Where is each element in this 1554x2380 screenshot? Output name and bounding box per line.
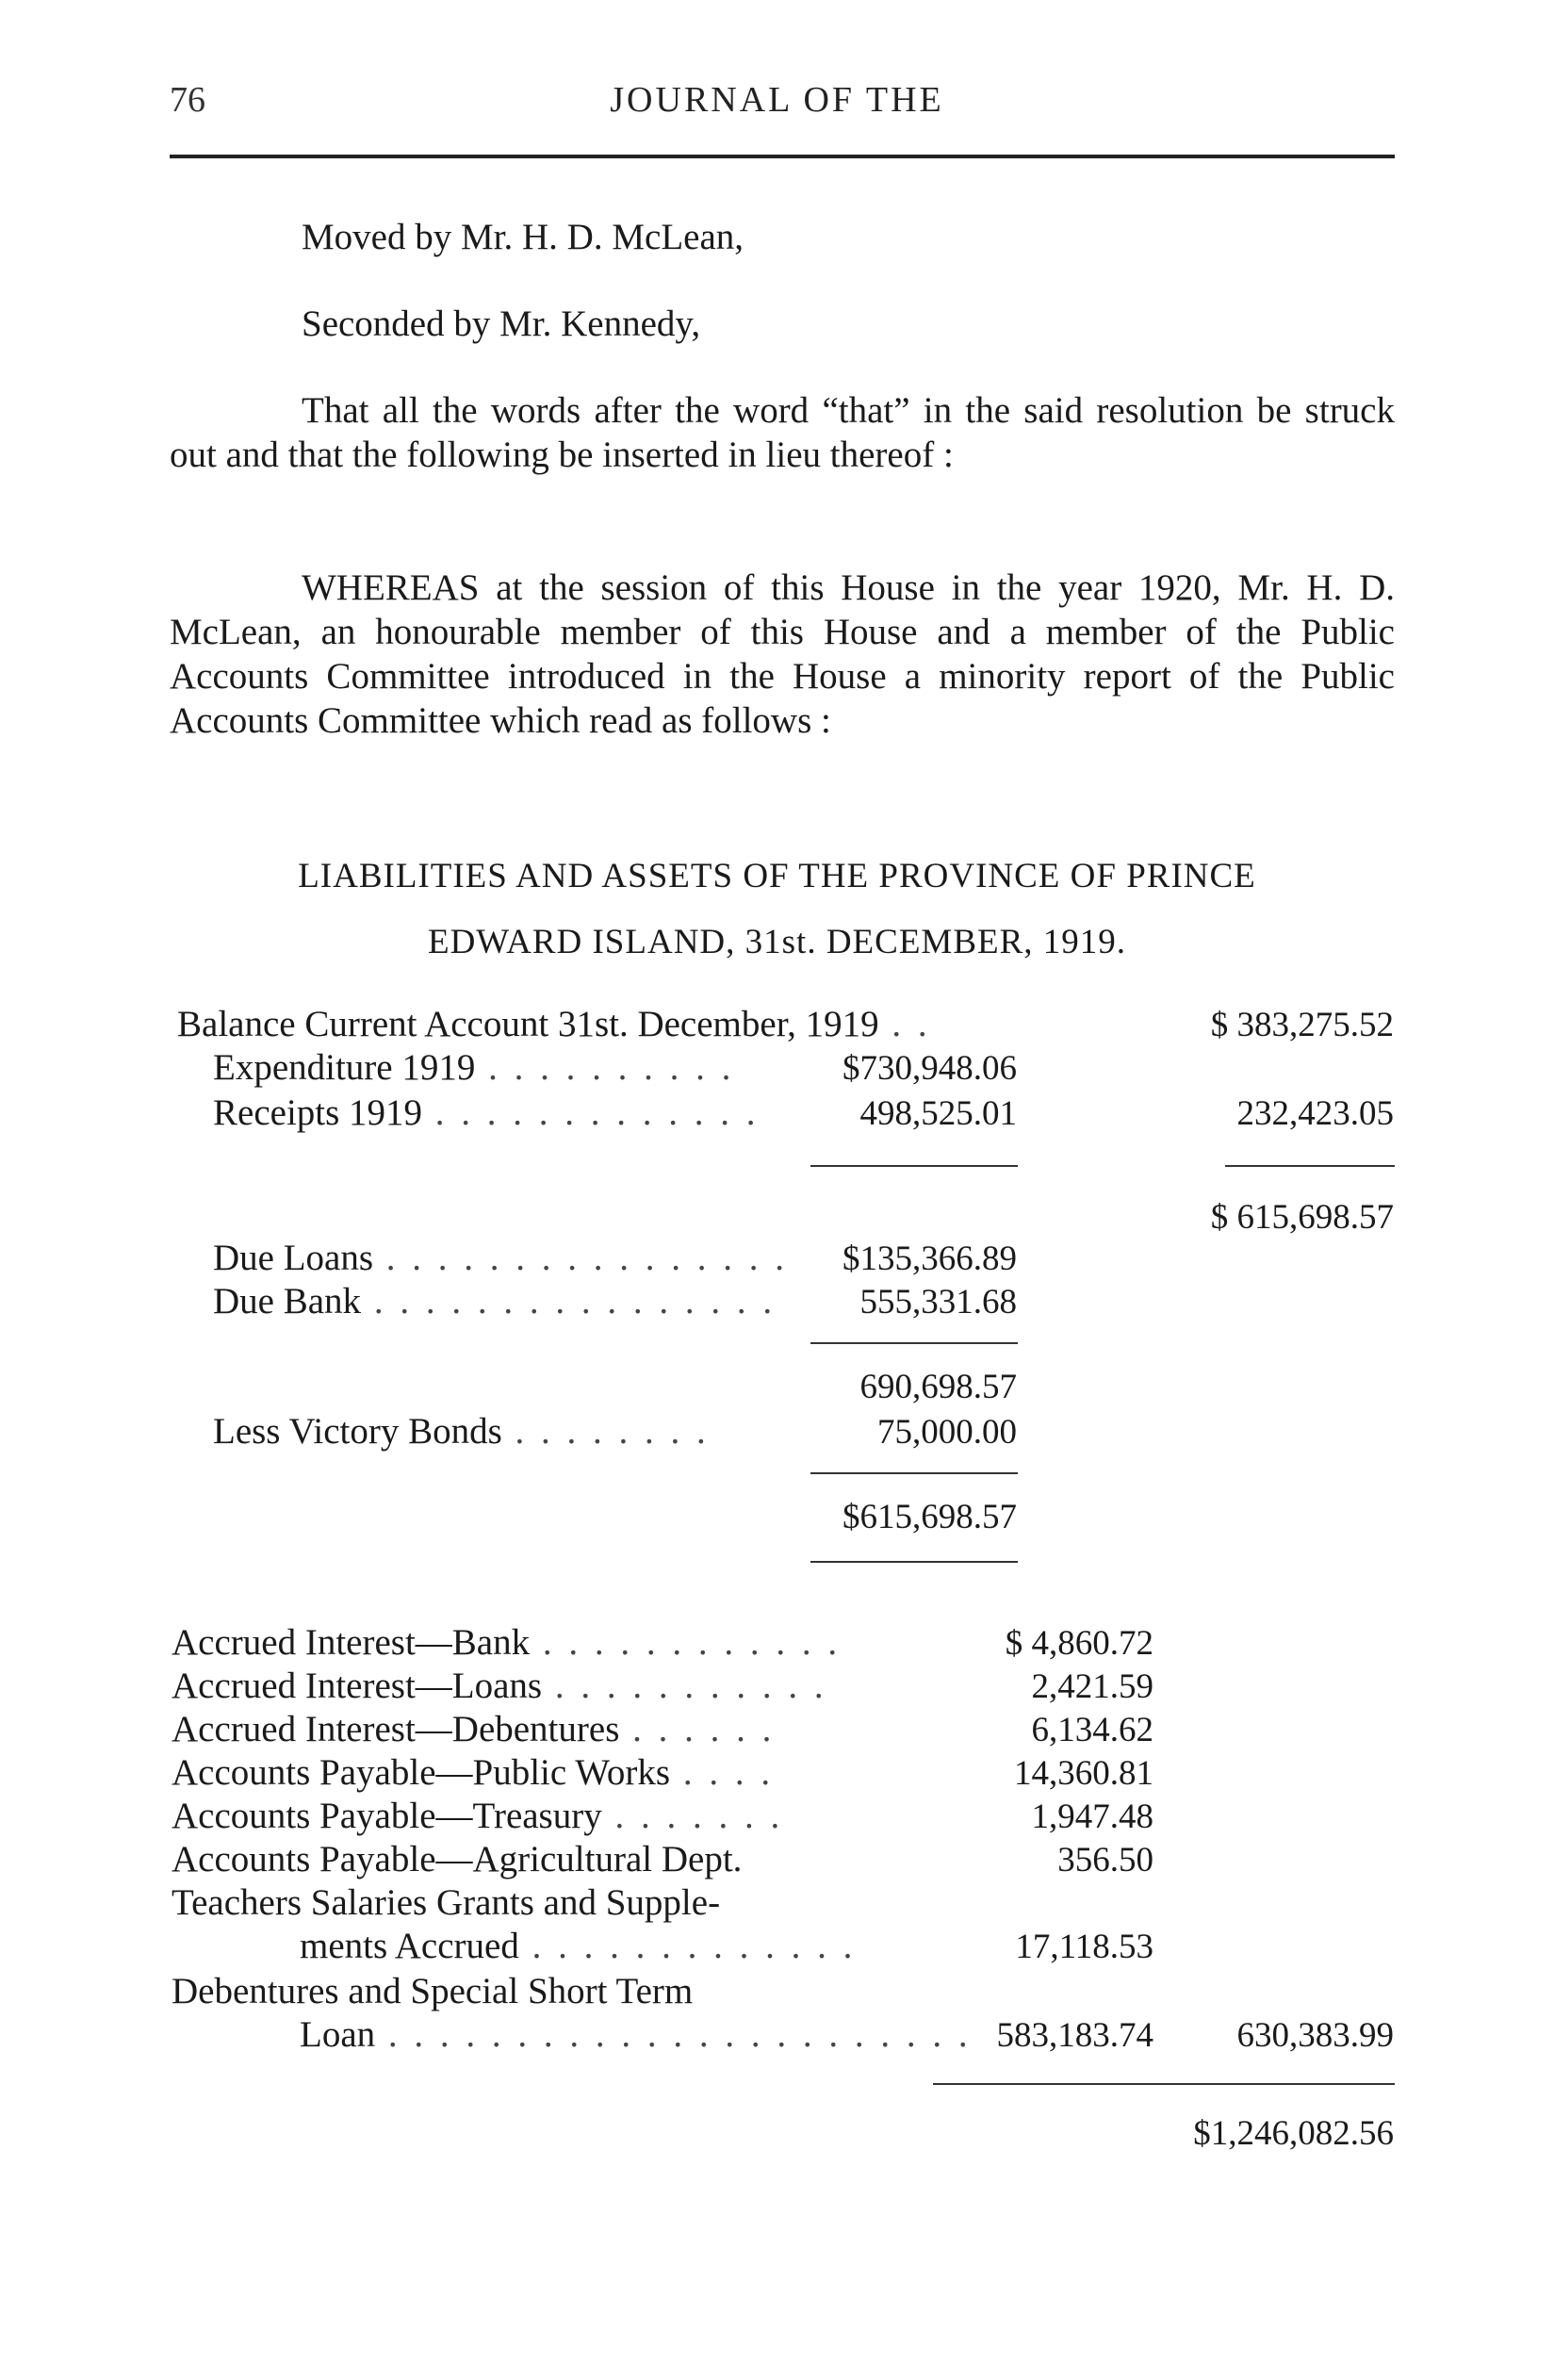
victory-bonds-amount: 75,000.00: [877, 1413, 1017, 1452]
balance-label-text: Balance Current Account 31st. December, 1919: [177, 1004, 879, 1044]
victory-bonds-leader: . . . . . . . .: [501, 1411, 710, 1452]
liability-amount: 6,134.62: [1031, 1711, 1153, 1749]
due-bank-leader: . . . . . . . . . . . . . . . .: [361, 1281, 777, 1321]
running-head: JOURNAL OF THE: [610, 80, 944, 120]
teachers-leader: . . . . . . . . . . . . .: [518, 1926, 857, 1966]
liability-label: Accrued Interest—Bank: [172, 1622, 531, 1663]
liability-row: [172, 1621, 841, 1664]
whereas-paragraph: WHEREAS at the session of this House in the year 1920, Mr. H. D. McLean, an honourable member of this House and a member of the Public Accounts Committee introduced in the House a minority report of the Public Accounts Committee which read as follows :: [170, 567, 1395, 741]
liability-leader: . . . . . . . . . . .: [542, 1666, 827, 1706]
debentures-leader: . . . . . . . . . . . . . . . . . . . . . . .: [375, 2014, 972, 2055]
teachers-label-text: ments Accrued: [300, 1926, 519, 1966]
liability-amount: $ 4,860.72: [1005, 1624, 1153, 1663]
liability-row: [172, 1708, 775, 1750]
rule-victory: [810, 1472, 1018, 1474]
resolution-paragraph: That all the words after the word “that” in the said resolution be struck out and that the following be inserted in lieu thereof :: [170, 390, 1395, 475]
due-loans-label-text: Due Loans: [213, 1238, 374, 1278]
debentures-label-line-2: [300, 2013, 972, 2056]
victory-bonds-label: [213, 1410, 710, 1453]
seconded-by-line: Seconded by Mr. Kennedy,: [302, 304, 701, 344]
receipts-leader: . . . . . . . . . . . . .: [422, 1092, 760, 1133]
liability-row: [172, 1665, 827, 1707]
liability-label: Accounts Payable—Agricultural Dept.: [172, 1839, 743, 1879]
expenditure-leader: . . . . . . . . . .: [475, 1047, 735, 1088]
due-bank-amount: 555,331.68: [859, 1283, 1017, 1321]
due-total-amount: 690,698.57: [859, 1368, 1017, 1406]
expenditure-label: [213, 1046, 734, 1089]
liability-label: Accounts Payable—Treasury: [172, 1796, 602, 1836]
header-rule: [170, 155, 1395, 158]
liability-label: Accounts Payable—Public Works: [172, 1752, 671, 1793]
subtotal-amount: $ 615,698.57: [1210, 1198, 1394, 1237]
liability-amount: 2,421.59: [1031, 1667, 1153, 1706]
liability-amount: 14,360.81: [1014, 1754, 1153, 1793]
balance-amount: $ 383,275.52: [1210, 1006, 1394, 1044]
liability-leader: . . . . . .: [619, 1709, 776, 1749]
liability-leader: . . . . . . . . . . . .: [530, 1622, 842, 1663]
debentures-label-text: Loan: [300, 2014, 376, 2055]
statement-title-line-2: EDWARD ISLAND, 31st. DECEMBER, 1919.: [427, 923, 1127, 961]
due-loans-label: [213, 1237, 788, 1279]
rule-due: [810, 1342, 1018, 1344]
rule-grand-total: [933, 2083, 1395, 2085]
net-amount: $615,698.57: [842, 1498, 1017, 1536]
teachers-label-line-1: Teachers Salaries Grants and Supple-: [172, 1882, 721, 1923]
debentures-label-line-1: Debentures and Special Short Term: [172, 1971, 694, 2011]
teachers-amount: 17,118.53: [1015, 1928, 1153, 1966]
debentures-amount: 583,183.74: [996, 2016, 1153, 2055]
receipts-label-text: Receipts 1919: [213, 1092, 423, 1133]
balance-label: [177, 1003, 931, 1045]
liability-label: Accrued Interest—Loans: [172, 1666, 543, 1706]
due-loans-amount: $135,366.89: [842, 1239, 1017, 1278]
liability-row: [172, 1795, 783, 1837]
liability-leader: . . . .: [670, 1752, 775, 1793]
rule-receipts: [810, 1165, 1018, 1167]
liability-label: Accrued Interest—Debentures: [172, 1709, 620, 1749]
receipts-amount: 498,525.01: [859, 1094, 1017, 1133]
balance-leader: . .: [878, 1004, 931, 1044]
victory-bonds-label-text: Less Victory Bonds: [213, 1411, 502, 1452]
statement-title-line-1: LIABILITIES AND ASSETS OF THE PROVINCE OF PRINCE: [298, 857, 1256, 895]
liability-leader: . . . . . . .: [601, 1796, 784, 1836]
grand-total-amount: $1,246,082.56: [1193, 2114, 1394, 2153]
expenditure-amount: $730,948.06: [842, 1049, 1017, 1088]
liabilities-total-amount: 630,383.99: [1236, 2016, 1394, 2055]
rule-difference: [1225, 1165, 1395, 1167]
balance-difference: 232,423.05: [1236, 1094, 1394, 1133]
page-number: 76: [170, 80, 205, 120]
due-loans-leader: . . . . . . . . . . . . . . . .: [373, 1238, 789, 1278]
moved-by-line: Moved by Mr. H. D. McLean,: [302, 217, 744, 257]
teachers-label-line-2: [300, 1925, 856, 1967]
liability-row: [172, 1838, 742, 1880]
due-bank-label-text: Due Bank: [213, 1281, 362, 1321]
liability-amount: 356.50: [1057, 1841, 1153, 1879]
receipts-label: [213, 1092, 760, 1134]
liability-amount: 1,947.48: [1031, 1797, 1153, 1836]
liability-row: [172, 1751, 774, 1794]
rule-net: [810, 1561, 1018, 1563]
expenditure-label-text: Expenditure 1919: [213, 1047, 476, 1088]
due-bank-label: [213, 1280, 776, 1322]
